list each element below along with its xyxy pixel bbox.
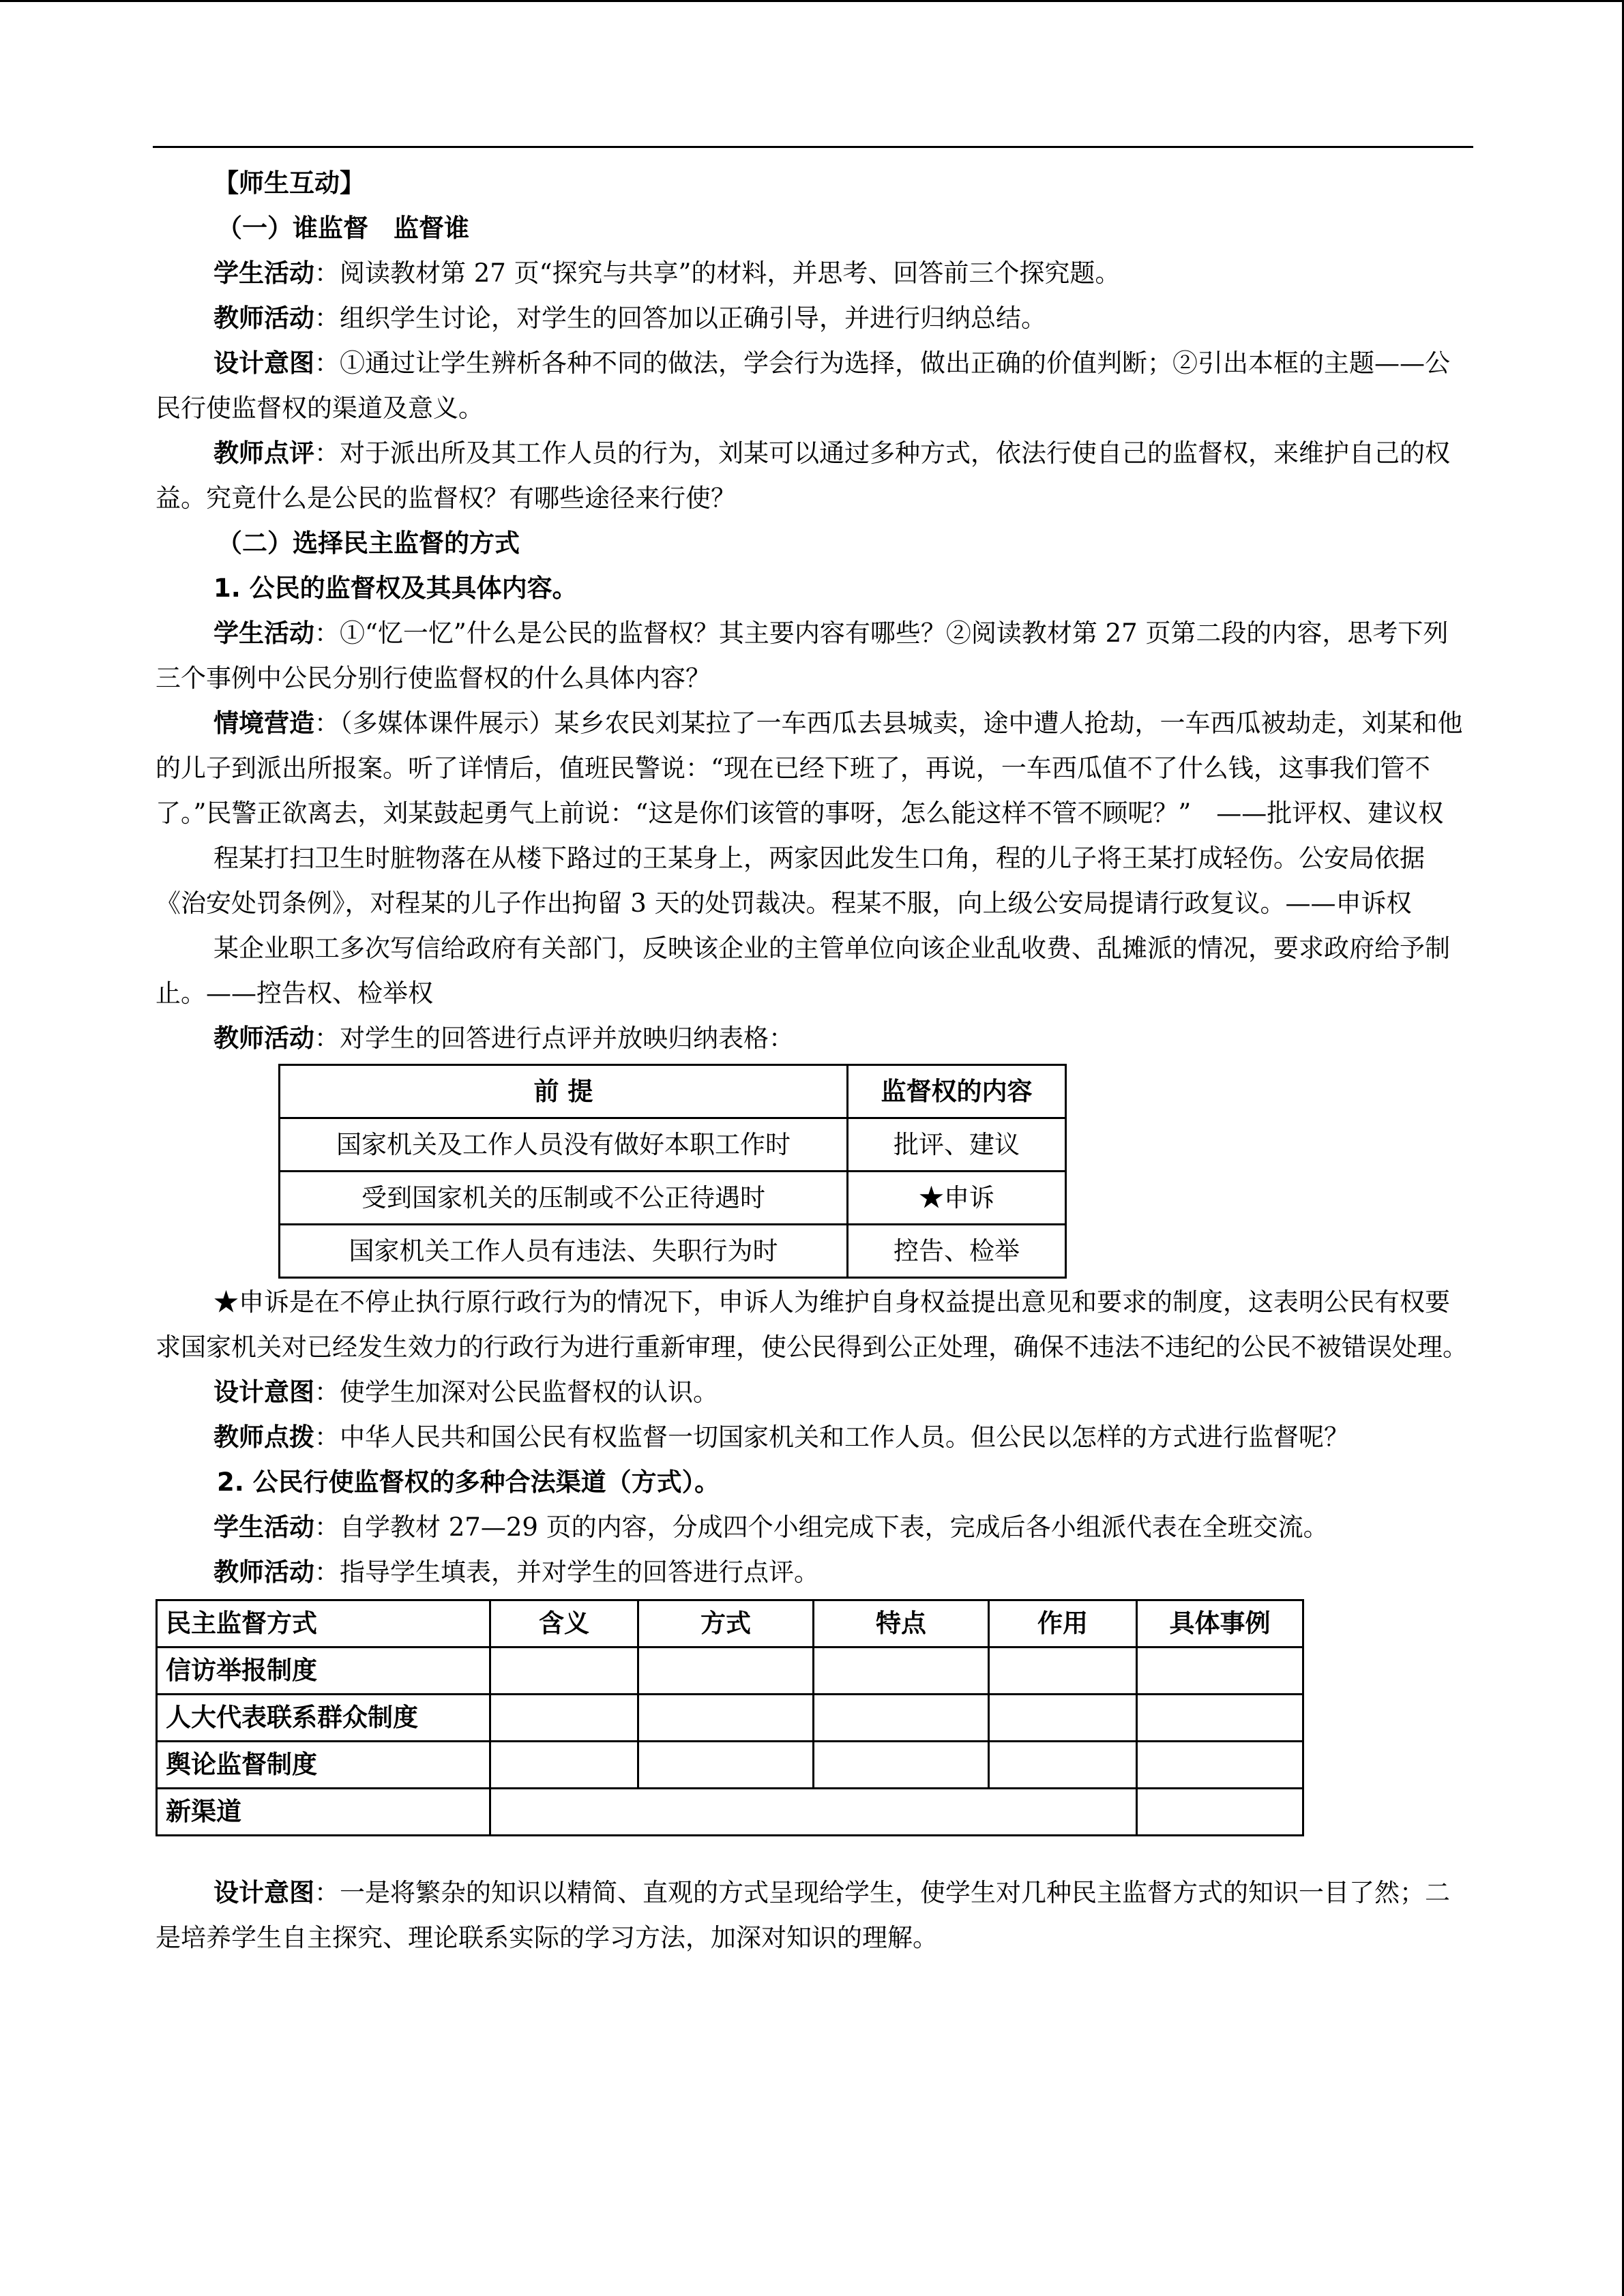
table-header-row: [157, 1600, 1303, 1648]
spacer: [156, 1836, 1472, 1870]
text: ：自学教材 27—29 页的内容，分成四个小组完成下表，完成后各小组派代表在全班交流。: [314, 1512, 1329, 1542]
case-3: 某企业职工多次写信给政府有关部门，反映该企业的主管单位向该企业乱收费、乱摊派的情况，要求政府给予制止。——控告权、检举权: [156, 934, 1450, 1008]
supervision-rights-table: [278, 1064, 1067, 1279]
section2-title: （二）选择民主监督的方式: [217, 528, 520, 558]
empty-cell: [490, 1648, 638, 1695]
label: 设计意图: [213, 1878, 314, 1907]
empty-cell: [490, 1789, 1137, 1836]
section2-design-intent: [156, 1370, 1472, 1415]
table-cell: 批评、建议: [848, 1118, 1066, 1172]
empty-cell: [1137, 1695, 1303, 1742]
table-row: [157, 1648, 1303, 1695]
section2-sub2-title: 2. 公民行使监督权的多种合法渠道（方式）。: [217, 1467, 720, 1497]
section2-situation: [156, 701, 1472, 836]
empty-cell: [989, 1695, 1137, 1742]
header-premise: 前 提: [280, 1065, 848, 1118]
empty-cell: [638, 1695, 814, 1742]
header-meaning: 含义: [490, 1600, 638, 1648]
empty-cell: [989, 1648, 1137, 1695]
text: ：使学生加深对公民监督权的认识。: [314, 1377, 718, 1407]
section1-design-intent: [156, 341, 1472, 431]
header-rule: [153, 146, 1473, 148]
section2-sub1-title: 1. 公民的监督权及其具体内容。: [213, 573, 578, 603]
section2-design-intent-2: [156, 1870, 1472, 1960]
section2-student-activity: [156, 611, 1472, 701]
text: ：①通过让学生辨析各种不同的做法，学会行为选择，做出正确的价值判断；②引出本框的主题——公民行使监督权的渠道及意义。: [156, 348, 1450, 423]
text: ：对学生的回答进行点评并放映归纳表格：: [314, 1024, 794, 1053]
section1-teacher-activity: [156, 296, 1472, 341]
case-2: 程某打扫卫生时脏物落在从楼下路过的王某身上，两家因此发生口角，程的儿子将王某打成轻伤。公安局依据《治安处罚条例》，对程某的儿子作出拘留 3 天的处罚裁决。程某不服，向上级公安局提请行政复议。——申诉权: [156, 844, 1425, 918]
section2-teacher-hint: [156, 1415, 1472, 1460]
header-method: 民主监督方式: [157, 1600, 490, 1648]
row-label: 舆论监督制度: [157, 1742, 490, 1789]
section2-student-activity-2: [156, 1505, 1472, 1550]
table-row: [280, 1118, 1066, 1172]
document-body: [156, 161, 1472, 1960]
table-row: [280, 1172, 1066, 1225]
empty-cell: [814, 1648, 989, 1695]
empty-cell: [814, 1742, 989, 1789]
text: ：阅读教材第 27 页“探究与共享”的材料，并思考、回答前三个探究题。: [314, 258, 1121, 288]
section1-title: （一）谁监督 监督谁: [217, 213, 469, 243]
row-label: 人大代表联系群众制度: [157, 1695, 490, 1742]
table-cell: 控告、检举: [848, 1225, 1066, 1278]
label: 设计意图: [213, 348, 314, 378]
table-cell: 国家机关工作人员有违法、失职行为时: [280, 1225, 848, 1278]
table-cell: 受到国家机关的压制或不公正待遇时: [280, 1172, 848, 1225]
empty-cell: [490, 1695, 638, 1742]
text: ：对于派出所及其工作人员的行为，刘某可以通过多种方式，依法行使自己的监督权，来维护自己的权益。究竟什么是公民的监督权？有哪些途径来行使？: [156, 438, 1450, 513]
section2-teacher-activity-2: [156, 1550, 1472, 1595]
table-row: [157, 1695, 1303, 1742]
label: 学生活动: [213, 618, 314, 648]
text: ：中华人民共和国公民有权监督一切国家机关和工作人员。但公民以怎样的方式进行监督呢？: [314, 1422, 1349, 1452]
empty-cell: [814, 1695, 989, 1742]
empty-cell: [1137, 1789, 1303, 1836]
empty-cell: [1137, 1648, 1303, 1695]
header-function: 作用: [989, 1600, 1137, 1648]
table-cell: 国家机关及工作人员没有做好本职工作时: [280, 1118, 848, 1172]
text: ：一是将繁杂的知识以精简、直观的方式呈现给学生，使学生对几种民主监督方式的知识一目了然；二是培养学生自主探究、理论联系实际的学习方法，加深对知识的理解。: [156, 1878, 1450, 1952]
label: 教师活动: [213, 1557, 314, 1587]
label: 教师活动: [213, 303, 314, 333]
header-way: 方式: [638, 1600, 814, 1648]
table-header-row: [280, 1065, 1066, 1118]
table-row: [280, 1225, 1066, 1278]
empty-cell: [1137, 1742, 1303, 1789]
supervision-methods-table: [156, 1599, 1304, 1836]
empty-cell: [638, 1648, 814, 1695]
table-row: [157, 1742, 1303, 1789]
label: 学生活动: [213, 1512, 314, 1542]
page-border-top: [0, 0, 1624, 2]
table-row: [157, 1789, 1303, 1836]
empty-cell: [638, 1742, 814, 1789]
text: ：①“忆一忆”什么是公民的监督权？其主要内容有哪些？②阅读教材第 27 页第二段的内容，思考下列三个事例中公民分别行使监督权的什么具体内容？: [156, 618, 1449, 693]
section1-teacher-comment: [156, 431, 1472, 521]
label: 学生活动: [213, 258, 314, 288]
label: 教师活动: [213, 1024, 314, 1053]
text: ：组织学生讨论，对学生的回答加以正确引导，并进行归纳总结。: [314, 303, 1046, 333]
table-cell: ★申诉: [848, 1172, 1066, 1225]
section1-student-activity: [156, 251, 1472, 296]
section2-teacher-activity: [156, 1016, 1472, 1061]
label: 教师点拨: [213, 1422, 314, 1452]
row-label: 新渠道: [157, 1789, 490, 1836]
header-content: 监督权的内容: [848, 1065, 1066, 1118]
label: 教师点评: [213, 438, 314, 468]
header-feature: 特点: [814, 1600, 989, 1648]
label: 设计意图: [213, 1377, 314, 1407]
interaction-title: 【师生互动】: [213, 168, 365, 198]
star-note: ★申诉是在不停止执行原行政行为的情况下，申诉人为维护自身权益提出意见和要求的制度，这表明公民有权要求国家机关对已经发生效力的行政行为进行重新审理，使公民得到公正处理，确保不违法不违纪的公民不被错误处理。: [156, 1287, 1468, 1362]
empty-cell: [989, 1742, 1137, 1789]
label: 情境营造: [213, 709, 314, 738]
empty-cell: [490, 1742, 638, 1789]
row-label: 信访举报制度: [157, 1648, 490, 1695]
text: ：指导学生填表，并对学生的回答进行点评。: [314, 1557, 819, 1587]
text: ：（多媒体课件展示）某乡农民刘某拉了一车西瓜去县城卖，途中遭人抢劫，一车西瓜被劫走，刘某和他的儿子到派出所报案。听了详情后，值班民警说：“现在已经下班了，再说，一车西瓜值不了什么钱，这事我们管不了。”民警正欲离去，刘某鼓起勇气上前说：“这是你们该管的事呀，怎么能这样不管不顾呢？” ——批评权、建议权: [156, 709, 1463, 828]
header-example: 具体事例: [1137, 1600, 1303, 1648]
